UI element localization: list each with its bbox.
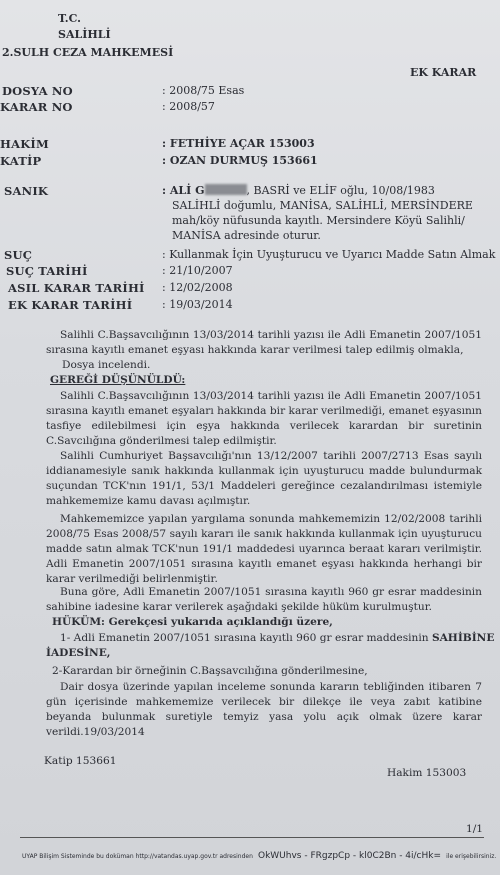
paragraph-buna-gore: Buna göre, Adli Emanetin 2007/1051 sırasına kayıtlı 960 gr esrar maddesinin sahibine iadesine karar verilerek aşağıdaki şekilde hüküm kurulmuştur.: [46, 586, 482, 613]
suc-label: SUÇ: [4, 248, 33, 262]
suc-value: : Kullanmak İçin Uyuşturucu ve Uyarıcı Madde Satın Almak: [162, 248, 496, 261]
hakim-label: HAKİM: [0, 137, 49, 151]
hukum-item-1-bold: SAHİBİNE: [431, 632, 495, 644]
section-heading-gereği: GEREĞİ DÜŞÜNÜLDÜ:: [50, 374, 186, 386]
hukum-item-1: [60, 631, 494, 646]
dosya-no-label: DOSYA NO: [2, 84, 73, 98]
sanik-line-1: [162, 184, 435, 197]
header-tc: T.C.: [58, 12, 81, 25]
katip-value: : OZAN DURMUŞ 153661: [162, 154, 318, 167]
hukum-heading: HÜKÜM: Gerekçesi yukarıda açıklandığı üzere,: [52, 616, 333, 628]
hukum-item-1-text: 1- Adli Emanetin 2007/1051 sırasına kayıtlı 960 gr esrar maddesinin: [60, 632, 429, 644]
footer-note-text: UYAP Bilişim Sisteminde bu doküman http://vatandas.uyap.gov.tr adresinden: [22, 853, 253, 860]
asil-karar-tarihi-value: : 12/02/2008: [162, 281, 233, 294]
footer-note-end: ile erişebilirsiniz.: [446, 853, 497, 860]
karar-no-label: KARAR NO: [0, 100, 73, 114]
sanik-parents: , BASRİ ve ELİF oğlu, 10/08/1983: [246, 184, 435, 197]
paragraph-examined: Dosya incelendi.: [62, 359, 151, 371]
paragraph-iddianame: Salihli Cumhuriyet Başsavcılığı'nın 13/12/2007 tarihli 2007/2713 Esas sayılı iddianamesiyle sanık hakkında kullanmak için uyuşturucu madde bulundurmak suçundan TCK'nın 191/1, 53/1 Maddeleri gereğince cezalandırılması istemiyle mahkememize kamu davası açılmıştır.: [46, 450, 482, 507]
dosya-no-value: : 2008/75 Esas: [162, 84, 245, 97]
header-court: 2.SULH CEZA MAHKEMESİ: [2, 46, 174, 59]
hakim-signature: Hakim 153003: [387, 767, 467, 779]
paragraph-temyiz: Dair dosya üzerinde yapılan inceleme sonunda kararın tebliğinden itibaren 7 gün içerisinde mahkememize verilecek bir dilekçe ile veya zabıt katibine beyanda bulunmak suretiyle temyiz yasa yolu açık olmak üzere karar verildi.19/03/2014: [46, 681, 482, 738]
verification-code: OkWUhvs - FRgzpCp - kl0C2Bn - 4i/cHk=: [257, 851, 442, 861]
header-city: SALİHLİ: [58, 28, 111, 41]
sanik-line-4: MANİSA adresinde oturur.: [172, 229, 321, 242]
katip-label: KATİP: [0, 154, 42, 168]
footer-uyap-note: [22, 843, 496, 862]
sanik-label: SANIK: [4, 184, 49, 198]
paragraph-emanet: Salihli C.Başsavcılığının 13/03/2014 tarihli yazısı ile Adli Emanetin 2007/1051 sırasına kayıtlı emanet eşyaları hakkında bir karar verilmediği, emanet eşyasının tasfiye edilebilmesi için eşya hakkında verilecek karardan bir suretinin C.Savcılığına gönderilmesi talep edilmiştir.: [46, 390, 482, 447]
hakim-value: : FETHİYE AÇAR 153003: [162, 137, 315, 150]
page-number: 1/1: [466, 823, 484, 835]
paragraph-yargilama: Mahkememizce yapılan yargılama sonunda mahkememizin 12/02/2008 tarihli 2008/75 Esas 2008/57 sayılı kararı ile sanık hakkında kullanmak için uyuşturucu madde satın almak TCK'nun 191/1 maddedesi uyarınca beraat kararı verilmiştir. Adli Emanetin 2007/1051 sırasına kayıtlı emanet eşyası hakkında herhangi bir karar verilmediği belirlenmiştir.: [46, 513, 482, 585]
ek-karar-tarihi-label: EK KARAR TARİHİ: [8, 298, 133, 312]
ek-karar-tarihi-value: : 19/03/2014: [162, 298, 233, 311]
sanik-line-2: SALİHLİ doğumlu, MANİSA, SALİHLİ, MERSİNDERE: [172, 199, 473, 212]
suc-tarihi-value: : 21/10/2007: [162, 264, 233, 277]
sanik-line-3: mah/köy nüfusunda kayıtlı. Mersindere Köyü Salihli/: [172, 214, 465, 227]
paragraph-request: Salihli C.Başsavcılığının 13/03/2014 tarihli yazısı ile Adli Emanetin 2007/1051 sırasına kayıtlı emanet eşyası hakkında karar verilmesi talep edilmiş olmakla,: [46, 329, 482, 356]
document-type: EK KARAR: [410, 66, 477, 79]
redacted-surname: [205, 184, 247, 195]
asil-karar-tarihi-label: ASIL KARAR TARİHİ: [8, 281, 145, 295]
hukum-item-1-end: İADESİNE,: [46, 647, 111, 659]
sanik-name: : ALİ G: [162, 184, 205, 197]
suc-tarihi-label: SUÇ TARİHİ: [6, 264, 88, 278]
karar-no-value: : 2008/57: [162, 100, 215, 113]
katip-signature: Katip 153661: [44, 755, 117, 767]
footer-divider: [20, 837, 484, 838]
hukum-item-2: 2-Karardan bir örneğinin C.Başsavcılığına gönderilmesine,: [52, 665, 368, 677]
